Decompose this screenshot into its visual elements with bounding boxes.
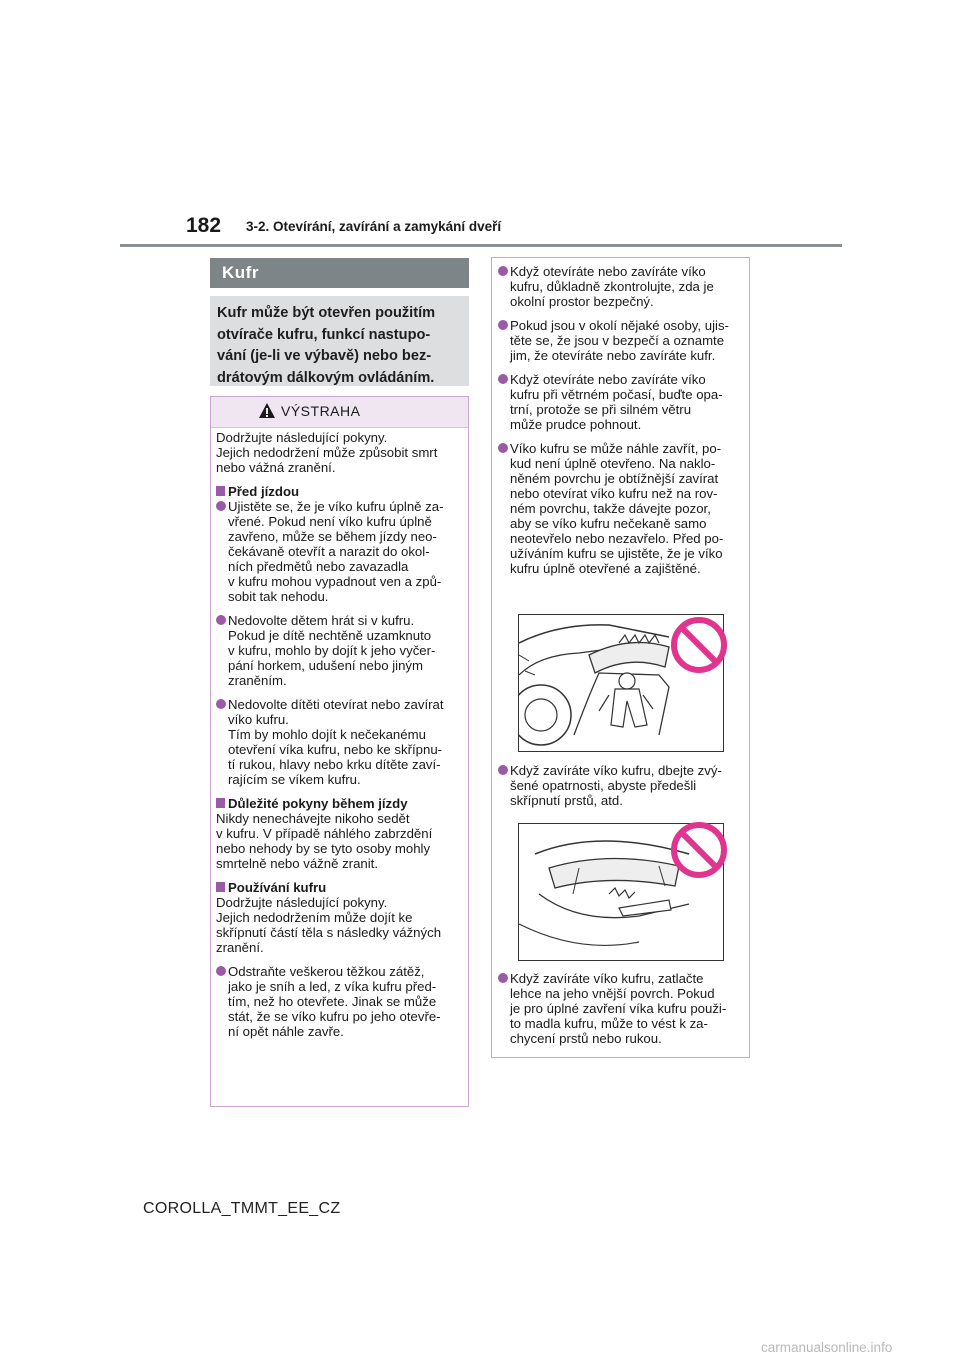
text-line: kufru úplně otevřené a zajištěné. xyxy=(510,561,701,576)
warning-header xyxy=(211,397,468,428)
text-line: může prudce pohnout. xyxy=(510,417,642,432)
text-line: Když zavíráte víko kufru, dbejte zvý- xyxy=(510,763,722,778)
text-line: kufru při větrném počasí, buďte opa- xyxy=(510,387,723,402)
text-line: tí rukou, hlavy nebo krku dítěte zaví- xyxy=(228,757,441,772)
text-line: víko kufru. xyxy=(228,712,289,727)
text-line: v kufru mohou vypadnout ven a způ- xyxy=(228,574,442,589)
header-divider xyxy=(120,244,842,247)
text-line: těte se, že jsou v bezpečí a oznamte xyxy=(510,333,725,348)
page-number: 182 xyxy=(186,214,222,237)
text-line: Jejich nedodržení může způsobit smrt xyxy=(216,445,438,460)
warning-triangle-icon xyxy=(258,402,276,419)
text-line: nebo vážná zranění. xyxy=(216,460,336,475)
text-line: trní, protože se při silném větru xyxy=(510,402,692,417)
list-item xyxy=(498,441,748,576)
list-item xyxy=(216,613,466,688)
text-line: kud není úplně otevřeno. Na naklo- xyxy=(510,456,716,471)
text-line: skřípnutí prstů, atd. xyxy=(510,793,623,808)
intro-line: drátovým dálkovým ovládáním. xyxy=(217,369,435,386)
driving-text xyxy=(216,811,466,871)
subheading-during-driving: Důležité pokyny během jízdy xyxy=(216,796,466,811)
text-line: Tím by mohlo dojít k nečekanému xyxy=(228,727,426,742)
text-line: Když otevíráte nebo zavíráte víko xyxy=(510,264,706,279)
text-line: sobit tak nehodu. xyxy=(228,589,329,604)
intro-line: vání (je-li ve výbavě) nebo bez- xyxy=(217,348,432,364)
text-line: zraněním. xyxy=(228,673,287,688)
section-heading: 3-2. Otevírání, zavírání a zamykání dveří xyxy=(246,219,502,234)
text-line: čekávaně otevřít a narazit do okol- xyxy=(228,544,430,559)
prohibition-icon xyxy=(670,616,728,674)
text-line: něném povrchu je obtížnější zavírat xyxy=(510,471,719,486)
intro-line: Kufr může být otevřen použitím xyxy=(217,305,436,321)
list-item xyxy=(216,964,466,1039)
warning-continued-content xyxy=(498,264,748,585)
text-line: Nedovolte dětem hrát si v kufru. xyxy=(228,613,415,628)
text-line: Když otevíráte nebo zavíráte víko xyxy=(510,372,706,387)
text-line: lehce na jeho vnější povrch. Pokud xyxy=(510,986,715,1001)
text-line: kufru, důkladně zkontrolujte, zda je xyxy=(510,279,714,294)
text-line: je pro úplné zavření víka kufru použi- xyxy=(510,1001,727,1016)
text-line: ném povrchu, takže dávejte pozor, xyxy=(510,501,711,516)
text-line: chycení prstů nebo rukou. xyxy=(510,1031,662,1046)
subheading-before-driving: Před jízdou xyxy=(216,484,466,499)
list-item xyxy=(498,372,748,432)
prohibition-icon xyxy=(670,821,728,879)
text-line: Pokud jsou v okolí nějaké osoby, ujis- xyxy=(510,318,729,333)
text-line: pání horkem, udušení nebo jiným xyxy=(228,658,423,673)
text-line: Odstraňte veškerou těžkou zátěž, xyxy=(228,964,425,979)
text-line: v kufru, mohlo by dojít k jeho vyčer- xyxy=(228,643,436,658)
text-line: neotevřelo nebo nezavřelo. Před po- xyxy=(510,531,724,546)
text-line: šené opatrnosti, abyste předešli xyxy=(510,778,697,793)
warning-continued-bottom xyxy=(498,971,748,1055)
kufr-intro xyxy=(210,296,469,386)
document-code: COROLLA_TMMT_EE_CZ xyxy=(143,1200,341,1217)
text-line: jim, že otevíráte nebo zavíráte kufr. xyxy=(510,348,716,363)
warning-intro xyxy=(216,430,466,475)
watermark: carmanualsonline.info xyxy=(761,1340,893,1355)
kufr-title: Kufr xyxy=(210,258,469,288)
list-item xyxy=(498,763,748,808)
text-line: Ujistěte se, že je víko kufru úplně za- xyxy=(228,499,444,514)
warning-content xyxy=(216,430,466,1048)
text-line: smrtelně nebo vážně zranit. xyxy=(216,856,378,871)
list-item xyxy=(498,971,748,1046)
text-line: v kufru. V případě náhlého zabrzdění xyxy=(216,826,433,841)
text-line: Nedovolte dítěti otevírat nebo zavírat xyxy=(228,697,444,712)
text-line: vřené. Pokud není víko kufru úplně xyxy=(228,514,432,529)
subheading-using-trunk: Používání kufru xyxy=(216,880,466,895)
text-line: Dodržujte následující pokyny. xyxy=(216,895,388,910)
text-line: Víko kufru se může náhle zavřít, po- xyxy=(510,441,722,456)
text-line: to madla kufru, může to vést k za- xyxy=(510,1016,708,1031)
text-line: Jejich nedodržením může dojít ke xyxy=(216,910,413,925)
text-line: ní opět náhle zavře. xyxy=(228,1024,344,1039)
text-line: stát, že se víko kufru po jeho otevře- xyxy=(228,1009,441,1024)
list-item xyxy=(498,318,748,363)
using-text xyxy=(216,895,466,955)
text-line: aby se víko kufru nečekaně samo xyxy=(510,516,707,531)
text-line: jako je sníh a led, z víka kufru před- xyxy=(228,979,437,994)
text-line: Pokud je dítě nechtěně uzamknuto xyxy=(228,628,432,643)
text-line: zavřeno, může se během jízdy neo- xyxy=(228,529,437,544)
list-item xyxy=(498,264,748,309)
text-line: ních předmětů nebo zavazadla xyxy=(228,559,409,574)
text-line: otevření víka kufru, nebo ke skřípnu- xyxy=(228,742,443,757)
text-line: užíváním kufru se ujistěte, že je víko xyxy=(510,546,723,561)
text-line: Dodržujte následující pokyny. xyxy=(216,430,388,445)
text-line: zranění. xyxy=(216,940,264,955)
text-line: okolní prostor bezpečný. xyxy=(510,294,654,309)
list-item xyxy=(216,697,466,787)
warning-title: VÝSTRAHA xyxy=(281,403,361,419)
text-line: skřípnutí částí těla s následky vážných xyxy=(216,925,442,940)
warning-continued-mid xyxy=(498,763,748,817)
text-line: Nikdy nenechávejte nikoho sedět xyxy=(216,811,410,826)
text-line: tím, než ho otevřete. Jinak se může xyxy=(228,994,437,1009)
intro-line: otvírače kufru, funkcí nastupo- xyxy=(217,326,431,343)
text-line: rajícím se víkem kufru. xyxy=(228,772,361,787)
text-line: nebo otevírat víko kufru než na rov- xyxy=(510,486,718,501)
text-line: nebo nehody by se tyto osoby mohly xyxy=(216,841,431,856)
text-line: Když zavíráte víko kufru, zatlačte xyxy=(510,971,704,986)
list-item xyxy=(216,499,466,604)
